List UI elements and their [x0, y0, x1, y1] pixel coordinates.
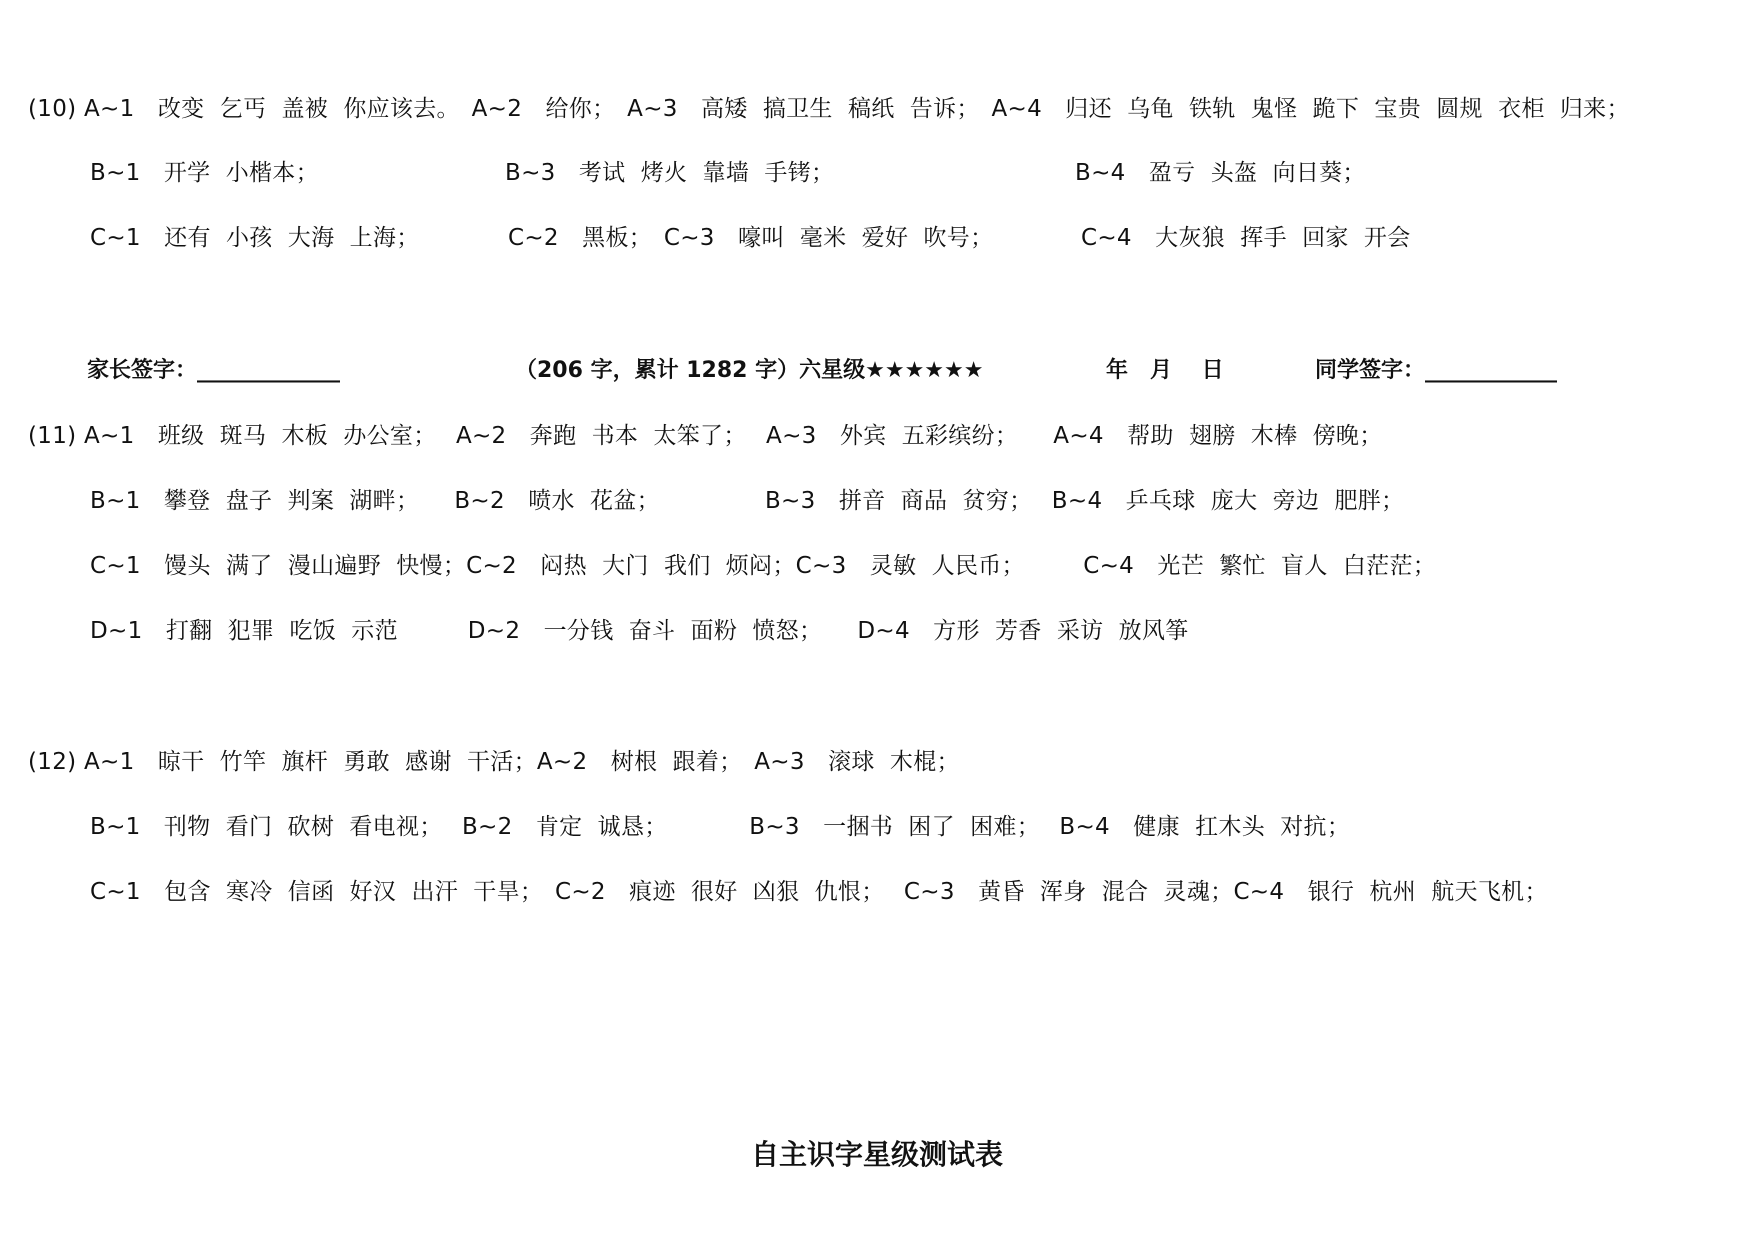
section-10-line-3b: C~2 黑板； C~3 嚎叫 毫米 爱好 吹号；: [508, 225, 994, 251]
section-12-line-2: B~1 刊物 看门 砍树 看电视； B~2 肯定 诚恳； B~3 一捆书 困了 困难； B~4 健康 扛木头 对抗；: [90, 814, 1351, 840]
section-11-line-4: D~1 打翻 犯罪 吃饭 示范 D~2 一分钱 奋斗 面粉 愤怒； D~4 方形 芳香 采访 放风筝: [90, 618, 1189, 644]
section-12-line-1: (12) A~1 晾干 竹竿 旗杆 勇敢 感谢 干活；A~2 树根 跟着； A~3 滚球 木棍；: [28, 749, 960, 775]
section-10-line-3a: C~1 还有 小孩 大海 上海；: [90, 225, 420, 251]
section-11-line-3: C~1 馒头 满了 漫山遍野 快慢；C~2 闷热 大门 我们 烦闷；C~3 灵敏 人民币； C~4 光芒 繁忙 盲人 白茫茫；: [90, 553, 1437, 579]
date-field: 年 月 日: [1106, 358, 1224, 383]
section-10-line-3c: C~4 大灰狼 挥手 回家 开会: [1081, 225, 1411, 251]
parent-signature-label: 家长签字：_____________: [87, 358, 341, 383]
character-count-rating: （206 字，累计 1282 字）六星级★★★★★★: [515, 358, 984, 383]
section-10-line-1: (10) A~1 改变 乞丐 盖被 你应该去。 A~2 给你； A~3 高矮 搞卫生 稿纸 告诉； A~4 归还 乌龟 铁轨 鬼怪 跪下 宝贵 圆规 衣柜 归来；: [28, 96, 1630, 122]
section-10-line-2a: B~1 开学 小楷本；: [90, 160, 319, 186]
section-11-line-1: (11) A~1 班级 斑马 木板 办公室； A~2 奔跑 书本 太笨了； A~3 外宾 五彩缤纷； A~4 帮助 翅膀 木棒 傍晚；: [28, 423, 1383, 449]
section-11-line-2: B~1 攀登 盘子 判案 湖畔； B~2 喷水 花盆； B~3 拼音 商品 贫穷； B~4 乒乓球 庞大 旁边 肥胖；: [90, 488, 1405, 514]
test-table-title: 自主识字星级测试表: [750, 1138, 1003, 1171]
section-10-line-2c: B~4 盈亏 头盔 向日葵；: [1075, 160, 1366, 186]
classmate-signature-label: 同学签字：____________: [1315, 358, 1558, 383]
section-12-line-3: C~1 包含 寒冷 信函 好汉 出汗 干旱； C~2 痕迹 很好 凶狠 仇恨； C~3 黄昏 浑身 混合 灵魂；C~4 银行 杭州 航天飞机；: [90, 879, 1548, 905]
section-10-line-2b: B~3 考试 烤火 靠墙 手铐；: [505, 160, 835, 186]
